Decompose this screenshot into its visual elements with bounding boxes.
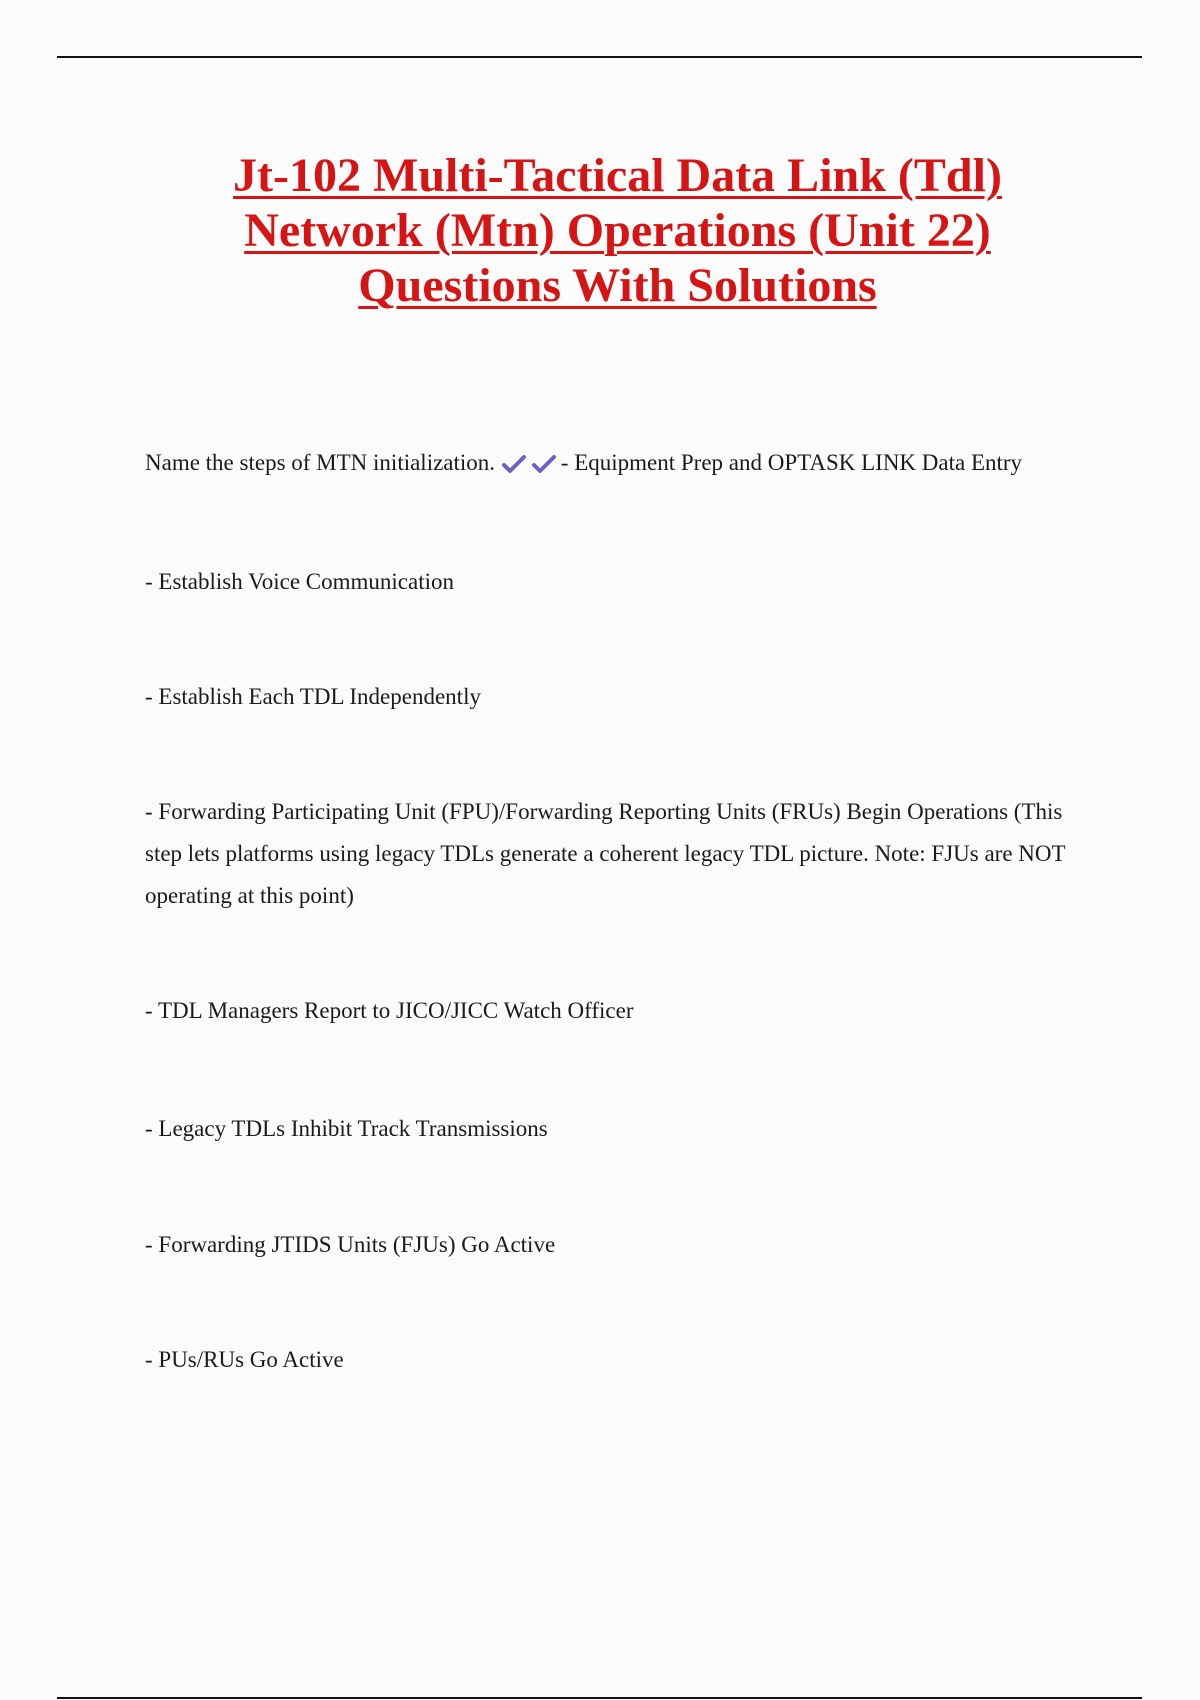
step-item: - Forwarding Participating Unit (FPU)/Forwarding Reporting Units (FRUs) Begin Operations (This step lets platforms using legacy TDLs generate a coherent legacy TDL picture. Note: FJUs are NOT operating at this point) [145, 799, 1066, 908]
step-item: - TDL Managers Report to JICO/JICC Watch Officer [145, 998, 634, 1023]
footer-rule [57, 1697, 1142, 1699]
step-item: - PUs/RUs Go Active [145, 1347, 344, 1372]
step-item: - Establish Each TDL Independently [145, 684, 481, 709]
question-paragraph [145, 442, 1090, 484]
title-line: Network (Mtn) Operations (Unit 22) [244, 204, 991, 257]
title-line: Jt-102 Multi-Tactical Data Link (Tdl) [233, 149, 1002, 202]
question-text: Name the steps of MTN initialization. [145, 450, 496, 475]
answer-text: - Equipment Prep and OPTASK LINK Data Entry [560, 450, 1023, 475]
step-item: - Establish Voice Communication [145, 569, 454, 594]
document-title [150, 148, 1085, 313]
checkmark-icon [531, 454, 557, 474]
step-item: - Forwarding JTIDS Units (FJUs) Go Active [145, 1232, 556, 1257]
checkmark-icon [501, 454, 527, 474]
header-rule [57, 56, 1142, 58]
step-item: - Legacy TDLs Inhibit Track Transmissions [145, 1116, 548, 1141]
title-line: Questions With Solutions [358, 259, 877, 312]
